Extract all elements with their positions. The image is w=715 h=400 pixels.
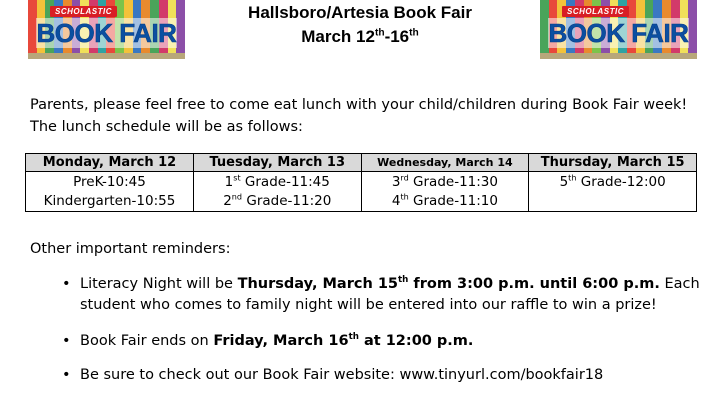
reminder-text: Be sure to check out our Book Fair website: xyxy=(80,367,400,383)
intro-paragraph: Parents, please feel free to come eat lunch with your child/children during Book Fair week! The lunch schedule will be as follows: xyxy=(30,97,688,135)
list-item xyxy=(62,331,702,352)
reminders-label: Other important reminders: xyxy=(30,241,231,257)
book-fair-wordmark: BOOK FAIR xyxy=(36,18,177,48)
reminder-text: Book Fair ends on xyxy=(80,333,214,349)
book-fair-logo-left xyxy=(28,0,185,59)
shelf-decoration xyxy=(540,53,697,59)
table-row xyxy=(26,172,697,212)
reminder-emphasis: Friday, March 16th at 12:00 p.m. xyxy=(213,332,474,349)
cell-line: 5th Grade-12:00 xyxy=(559,172,666,190)
book-fair-wordmark: BOOK FAIR xyxy=(548,18,689,48)
cell-line: 2nd Grade-11:20 xyxy=(223,191,332,209)
cell-line: 4th Grade-11:10 xyxy=(391,191,498,209)
list-item xyxy=(62,274,702,318)
scholastic-brand: SCHOLASTIC xyxy=(562,6,629,17)
page-subtitle-dates: March 12th-16th xyxy=(301,27,419,46)
table-cell xyxy=(193,172,361,212)
cell-line: 1st Grade-11:45 xyxy=(224,172,330,190)
column-header: Monday, March 12 xyxy=(26,154,194,172)
table-header-row xyxy=(26,154,697,172)
table-cell xyxy=(361,172,529,212)
page-title: Hallsboro/Artesia Book Fair xyxy=(248,3,472,22)
scholastic-brand: SCHOLASTIC xyxy=(50,6,117,17)
reminder-text: Each student who comes to family night will be entered into our raffle to win a prize! xyxy=(80,276,700,313)
reminders-list xyxy=(62,274,702,386)
website-link[interactable]: www.tinyurl.com/bookfair18 xyxy=(399,367,604,383)
shelf-decoration xyxy=(28,53,185,59)
cell-line: 3rd Grade-11:30 xyxy=(391,172,498,190)
reminder-text: Literacy Night will be xyxy=(80,276,238,292)
column-header: Tuesday, March 13 xyxy=(193,154,361,172)
book-fair-logo-right xyxy=(540,0,697,59)
table-cell xyxy=(529,172,697,212)
list-item xyxy=(62,365,702,386)
column-header: Wednesday, March 14 xyxy=(361,154,529,172)
table-cell xyxy=(26,172,194,212)
reminder-emphasis: Thursday, March 15th from 3:00 p.m. until 6:00 p.m. xyxy=(237,275,660,292)
cell-line: Kindergarten-10:55 xyxy=(43,193,176,209)
column-header: Thursday, March 15 xyxy=(529,154,697,172)
cell-line: PreK-10:45 xyxy=(73,174,146,190)
lunch-schedule-table xyxy=(25,153,697,212)
